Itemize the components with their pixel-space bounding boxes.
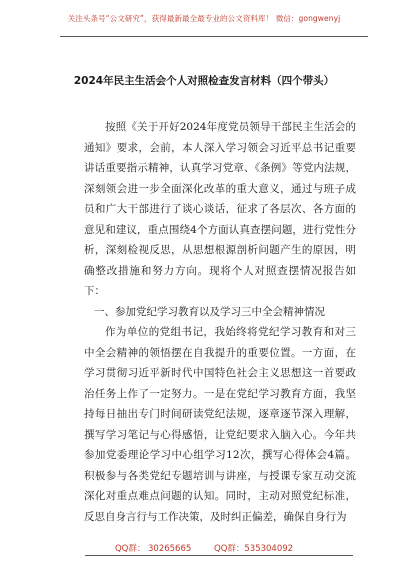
footer-contacts	[0, 542, 408, 554]
footer-divider	[85, 555, 353, 556]
intro-paragraph: 按照《关于开好2024年度党员领导干部民主生活会的通知》要求，会前，本人深入学习领会习近平总书记重要讲话重要指示精神，认真学习党章、《条例》等党内法规，深刻领会进一步全面深化改革的重大意义，通过与班子成员和广大干部进行了谈心谈话，征求了各层次、各方面的意见和建议，重点围绕4个方面认真查摆问题，进行党性分析，深刻检视反思，从思想根源剖析问题产生的原因，明确整改措施和努力方向。现将个人对照查摆情况报告如下：	[84, 121, 356, 297]
qq-group-1: QQ群： 30265665	[114, 544, 192, 554]
section-heading: 一、参加党纪学习教育以及学习三中全会精神情况	[94, 305, 325, 318]
header-promo: 关注头条号“公文研究”，获得最新最全最专业的公文资料库！ 微信：gongwenyj	[67, 14, 341, 23]
document-title: 2024年民主生活会个人对照检查发言材料（四个带头）	[73, 75, 335, 87]
header-divider	[60, 36, 368, 37]
qq-group-2: QQ群：535304092	[214, 544, 294, 554]
body-paragraph: 作为单位的党组书记，我始终将党纪学习教育和对三中全会精神的领悟摆在自我提升的重要位置。一方面，在学习贯彻习近平新时代中国特色社会主义思想这一首要政治任务上作了一定努力。一是在党纪学习教育方面，我坚持每日抽出专门时间研读党纪法规，逐章逐节深入理解，撰写学习笔记与心得感悟，让党纪要求入脑入心。今年共参加党委理论学习中心组学习12次，撰写心得体会4篇。积极参与各类党纪专题培训与讲座，与授课专家互动交流深化对重点难点问题的认知。同时，主动对照党纪标准，反思自身言行与工作决策，及时纠正偏差，确保自身行为	[84, 326, 356, 523]
document-body	[84, 117, 356, 527]
